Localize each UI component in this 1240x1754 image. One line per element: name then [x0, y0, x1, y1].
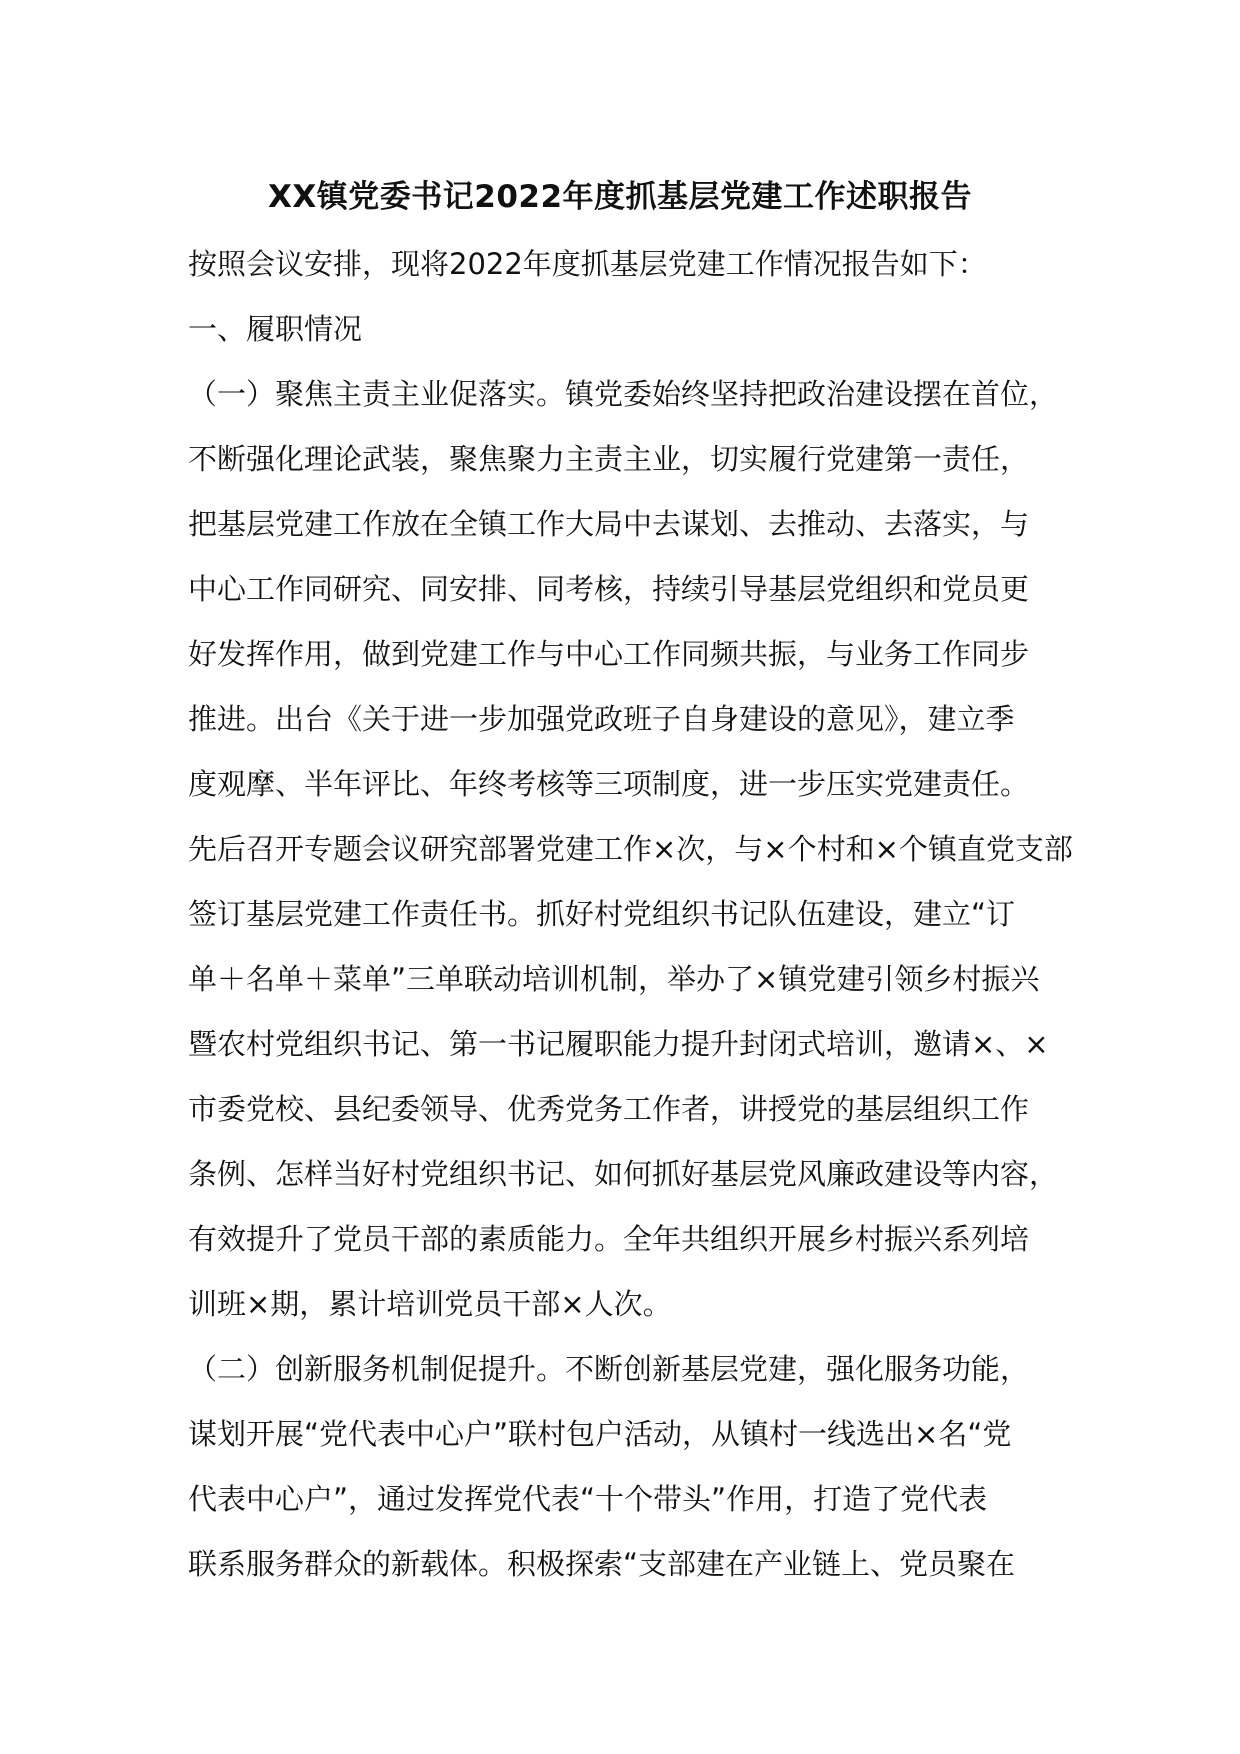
- body-line: 把基层党建工作放在全镇工作大局中去谋划、去推动、去落实，与: [188, 507, 1030, 541]
- body-line: 谋划开展“党代表中心户”联村包户活动，从镇村一线选出×名“党: [188, 1417, 1012, 1451]
- body-line: 推进。出台《关于进一步加强党政班子自身建设的意见》，建立季: [188, 702, 1015, 736]
- body-line: 不断强化理论武装，聚焦聚力主责主业，切实履行党建第一责任，: [188, 442, 1030, 476]
- body-line: 签订基层党建工作责任书。抓好村党组织书记队伍建设，建立“订: [188, 897, 1016, 931]
- body-line: 训班×期，累计培训党员干部×人次。: [188, 1287, 672, 1321]
- body-line: 好发挥作用，做到党建工作与中心工作同频共振，与业务工作同步: [188, 637, 1030, 671]
- body-line: 先后召开专题会议研究部署党建工作×次，与×个村和×个镇直党支部: [188, 832, 1073, 866]
- body-line: 按照会议安排，现将2022年度抓基层党建工作情况报告如下：: [188, 247, 987, 281]
- section-heading: 一、履职情况: [188, 312, 363, 346]
- report-title: XX镇党委书记2022年度抓基层党建工作述职报告: [267, 179, 973, 215]
- body-line: 联系服务群众的新载体。积极探索“支部建在产业链上、党员聚在: [188, 1547, 1016, 1581]
- body-line: 度观摩、半年评比、年终考核等三项制度，进一步压实党建责任。: [188, 767, 1030, 801]
- body-line: 条例、怎样当好村党组织书记、如何抓好基层党风廉政建设等内容，: [188, 1157, 1059, 1191]
- body-line: 有效提升了党员干部的素质能力。全年共组织开展乡村振兴系列培: [188, 1222, 1030, 1256]
- body-line: （一）聚焦主责主业促落实。镇党委始终坚持把政治建设摆在首位，: [188, 377, 1059, 411]
- body-line: 代表中心户”，通过发挥党代表“十个带头”作用，打造了党代表: [188, 1482, 988, 1516]
- body-line: 暨农村党组织书记、第一书记履职能力提升封闭式培训，邀请×、×: [188, 1027, 1049, 1061]
- body-line: 中心工作同研究、同安排、同考核，持续引导基层党组织和党员更: [188, 572, 1030, 606]
- body-line: 市委党校、县纪委领导、优秀党务工作者，讲授党的基层组织工作: [188, 1092, 1030, 1126]
- report-body: [188, 232, 1088, 1597]
- body-line: （二）创新服务机制促提升。不断创新基层党建，强化服务功能，: [188, 1352, 1030, 1386]
- body-line: 单＋名单＋菜单”三单联动培训机制，举办了×镇党建引领乡村振兴: [188, 962, 1040, 996]
